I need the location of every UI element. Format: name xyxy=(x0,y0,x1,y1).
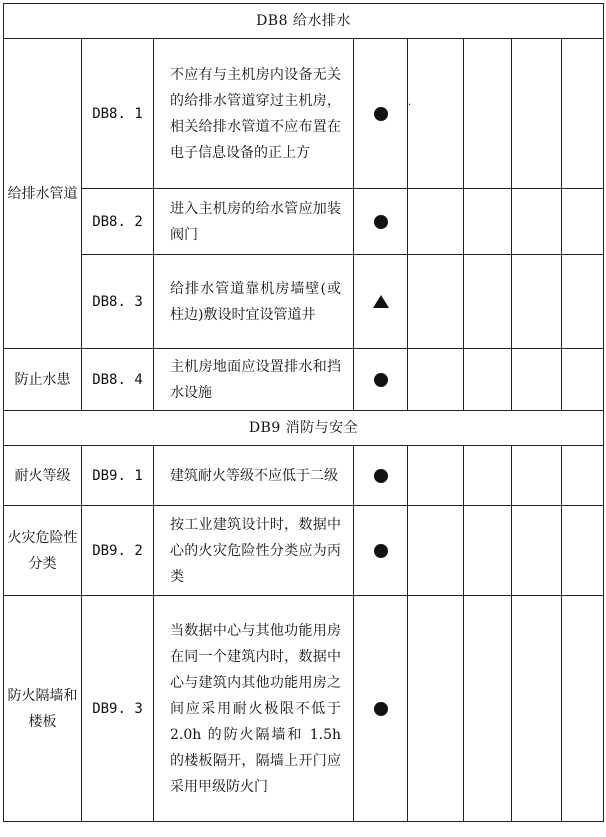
blank-cell xyxy=(512,596,562,822)
mark-cell xyxy=(354,596,408,822)
category-cell: 防止水患 xyxy=(4,349,82,411)
table-row xyxy=(4,39,604,189)
requirement-text: 主机房地面应设置排水和挡水设施 xyxy=(154,349,354,411)
blank-cell xyxy=(464,446,512,506)
blank-cell xyxy=(464,255,512,349)
blank-cell xyxy=(464,39,512,189)
mark-cell xyxy=(354,189,408,255)
requirement-text: 当数据中心与其他功能用房在同一个建筑内时，数据中心与建筑内其他功能用房之间应采用耐火极限不低于 2.0h 的防火隔墙和 1.5h 的楼板隔开，隔墙上开门应采用甲级防火门 xyxy=(154,596,354,822)
blank-cell xyxy=(408,189,464,255)
filled-circle-icon xyxy=(374,373,388,387)
requirement-text: 给排水管道靠机房墙壁(或柱边)敷设时宜设管道井 xyxy=(154,255,354,349)
blank-cell xyxy=(512,446,562,506)
clause-code: DB8. 2 xyxy=(82,189,154,255)
filled-circle-icon xyxy=(374,702,388,716)
clause-code: DB9. 3 xyxy=(82,596,154,822)
category-cell: 耐火等级 xyxy=(4,446,82,506)
mark-cell xyxy=(354,506,408,596)
blank-cell xyxy=(464,349,512,411)
blank-cell xyxy=(408,506,464,596)
requirement-text: 建筑耐火等级不应低于二级 xyxy=(154,446,354,506)
table-row xyxy=(4,596,604,822)
requirement-text: 按工业建筑设计时，数据中心的火灾危险性分类应为丙类 xyxy=(154,506,354,596)
standard-table-page xyxy=(3,3,604,822)
clause-code: DB9. 1 xyxy=(82,446,154,506)
filled-circle-icon xyxy=(374,215,388,229)
filled-triangle-icon xyxy=(373,295,389,308)
table-row xyxy=(4,255,604,349)
category-cell: 给排水管道 xyxy=(4,39,82,349)
filled-circle-icon xyxy=(374,544,388,558)
blank-cell xyxy=(408,349,464,411)
blank-cell xyxy=(408,255,464,349)
clause-code: DB9. 2 xyxy=(82,506,154,596)
blank-cell xyxy=(562,189,604,255)
section-header-row xyxy=(4,411,604,446)
filled-circle-icon xyxy=(374,107,388,121)
requirement-text: 进入主机房的给水管应加装阀门 xyxy=(154,189,354,255)
mark-cell xyxy=(354,255,408,349)
section-header-row xyxy=(4,4,604,39)
blank-cell xyxy=(562,255,604,349)
section-title-db8: DB8 给水排水 xyxy=(4,4,604,39)
blank-cell xyxy=(464,189,512,255)
blank-cell xyxy=(512,349,562,411)
blank-cell xyxy=(512,39,562,189)
blank-cell xyxy=(562,39,604,189)
blank-cell xyxy=(464,506,512,596)
clause-code: DB8. 3 xyxy=(82,255,154,349)
mark-cell xyxy=(354,39,408,189)
blank-cell xyxy=(408,596,464,822)
category-cell: 火灾危险性分类 xyxy=(4,506,82,596)
section-title-db9: DB9 消防与安全 xyxy=(4,411,604,446)
blank-cell xyxy=(562,446,604,506)
table-row xyxy=(4,506,604,596)
clause-code: DB8. 4 xyxy=(82,349,154,411)
filled-circle-icon xyxy=(374,469,388,483)
blank-cell xyxy=(408,39,464,189)
blank-cell xyxy=(562,506,604,596)
mark-cell xyxy=(354,349,408,411)
blank-cell xyxy=(408,446,464,506)
requirements-table xyxy=(3,3,604,822)
mark-cell xyxy=(354,446,408,506)
blank-cell xyxy=(562,596,604,822)
requirement-text: 不应有与主机房内设备无关的给排水管道穿过主机房，相关给排水管道不应布置在电子信息设备的正上方 xyxy=(154,39,354,189)
blank-cell xyxy=(512,189,562,255)
table-row xyxy=(4,349,604,411)
blank-cell xyxy=(464,596,512,822)
speck-mark: · xyxy=(408,99,412,111)
clause-code: DB8. 1 xyxy=(82,39,154,189)
category-cell: 防火隔墙和楼板 xyxy=(4,596,82,822)
blank-cell xyxy=(512,255,562,349)
blank-cell xyxy=(512,506,562,596)
table-row xyxy=(4,446,604,506)
blank-cell xyxy=(562,349,604,411)
table-row xyxy=(4,189,604,255)
